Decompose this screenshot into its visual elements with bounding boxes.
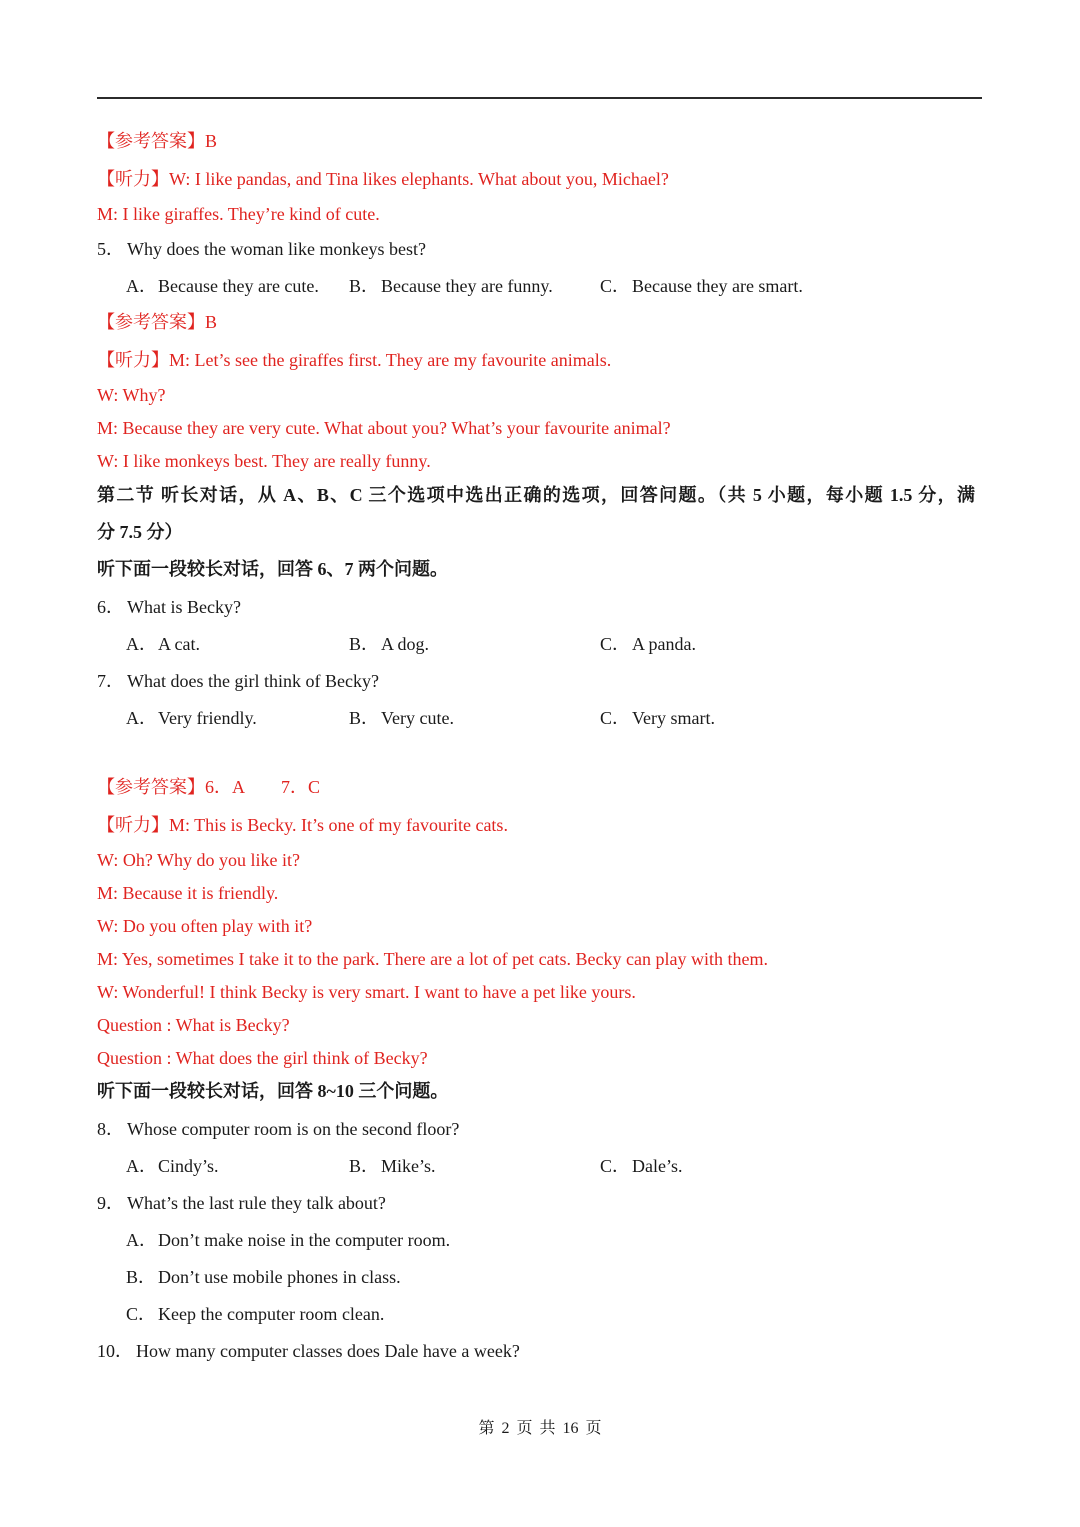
question-number: 6． — [97, 597, 124, 617]
transcript-q5-line-2: W: Why? — [97, 385, 166, 405]
answer-key-q5 — [97, 310, 217, 334]
option-c: C． Because they are smart. — [600, 276, 803, 296]
question-number: 10． — [97, 1341, 133, 1361]
transcript-label: 【听力】 — [97, 350, 169, 370]
question-9 — [97, 1191, 386, 1215]
transcript-q6-line-5: M: Yes, sometimes I take it to the park. There are a lot of pet cats. Becky can play with them. — [97, 949, 768, 969]
question-7-options — [0, 706, 1080, 730]
question-6-options — [0, 632, 1080, 656]
question-text: What is Becky? — [127, 597, 241, 617]
question-9-option-b: B． Don’t use mobile phones in class. — [126, 1267, 401, 1287]
option-b: B． A dog. — [349, 634, 430, 654]
section-heading-line-1: 第二节 听长对话，从 A、B、C 三个选项中选出正确的选项，回答问题。（共 5 小题，每小题 1.5 分，满 — [97, 485, 975, 505]
transcript-q6-line-4: W: Do you often play with it? — [97, 916, 313, 936]
option-a: A．Because they are cute. — [126, 276, 319, 296]
transcript-q5-line-1 — [97, 348, 611, 372]
question-text: How many computer classes does Dale have a week? — [136, 1341, 520, 1361]
transcript-q6-line-2: W: Oh? Why do you like it? — [97, 850, 300, 870]
transcript-q4-line-1 — [97, 167, 669, 191]
answer-label: 【参考答案】 — [97, 312, 205, 332]
question-text: Whose computer room is on the second floor? — [127, 1119, 460, 1139]
question-8-options — [0, 1154, 1080, 1178]
option-a: A．A cat. — [126, 634, 200, 654]
transcript-q5-line-4: W: I like monkeys best. They are really funny. — [97, 451, 431, 471]
transcript-label: 【听力】 — [97, 815, 169, 835]
option-c: C． Dale’s. — [600, 1156, 683, 1176]
dialogue-1-instruction: 听下面一段较长对话，回答 6、7 两个问题。 — [97, 559, 448, 579]
question-10 — [97, 1339, 520, 1363]
header-rule — [97, 97, 982, 99]
transcript-text: M: Let’s see the giraffes first. They are my favourite animals. — [169, 350, 612, 370]
question-5-options — [0, 274, 1080, 298]
question-9-option-c: C． Keep the computer room clean. — [126, 1304, 385, 1324]
answer-label: 【参考答案】 — [97, 131, 205, 151]
dialogue-2-instruction: 听下面一段较长对话，回答 8~10 三个问题。 — [97, 1081, 449, 1101]
transcript-question-2: Question : What does the girl think of Becky? — [97, 1048, 428, 1068]
transcript-q4-line-2: M: I like giraffes. They’re kind of cute. — [97, 204, 380, 224]
question-number: 8． — [97, 1119, 124, 1139]
question-6 — [97, 595, 241, 619]
transcript-question-1: Question : What is Becky? — [97, 1015, 290, 1035]
question-text: What does the girl think of Becky? — [127, 671, 379, 691]
transcript-q5-line-3: M: Because they are very cute. What about you? What’s your favourite animal? — [97, 418, 671, 438]
transcript-q6-line-6: W: Wonderful! I think Becky is very smart. I want to have a pet like yours. — [97, 982, 636, 1002]
transcript-label: 【听力】 — [97, 169, 169, 189]
answer-value-6: 6．A — [205, 777, 245, 797]
transcript-q6-line-1 — [97, 813, 508, 837]
answer-key-q4 — [97, 129, 217, 153]
option-b: B． Mike’s. — [349, 1156, 436, 1176]
answer-key-q6-q7 — [97, 775, 320, 799]
option-b: B． Very cute. — [349, 708, 454, 728]
section-heading-line-2: 分 7.5 分） — [97, 522, 183, 542]
option-a: A．Very friendly. — [126, 708, 257, 728]
option-a: A．Cindy’s. — [126, 1156, 219, 1176]
answer-value: B — [205, 312, 218, 332]
answer-label: 【参考答案】 — [97, 777, 205, 797]
transcript-text: W: I like pandas, and Tina likes elephants. What about you, Michael? — [169, 169, 669, 189]
transcript-q6-line-3: M: Because it is friendly. — [97, 883, 279, 903]
answer-value-7: 7．C — [281, 777, 321, 797]
question-number: 9． — [97, 1193, 124, 1213]
question-7 — [97, 669, 379, 693]
question-number: 5． — [97, 239, 124, 259]
question-text: Why does the woman like monkeys best? — [127, 239, 426, 259]
answer-value: B — [205, 131, 218, 151]
page-number-footer: 第 2 页 共 16 页 — [478, 1420, 602, 1437]
question-5 — [97, 237, 426, 261]
question-8 — [97, 1117, 459, 1141]
option-c: C． Very smart. — [600, 708, 715, 728]
question-text: What’s the last rule they talk about? — [127, 1193, 386, 1213]
option-c: C． A panda. — [600, 634, 696, 654]
option-b: B． Because they are funny. — [349, 276, 553, 296]
question-9-option-a: A．Don’t make noise in the computer room. — [126, 1230, 451, 1250]
question-number: 7． — [97, 671, 124, 691]
transcript-text: M: This is Becky. It’s one of my favourite cats. — [169, 815, 508, 835]
